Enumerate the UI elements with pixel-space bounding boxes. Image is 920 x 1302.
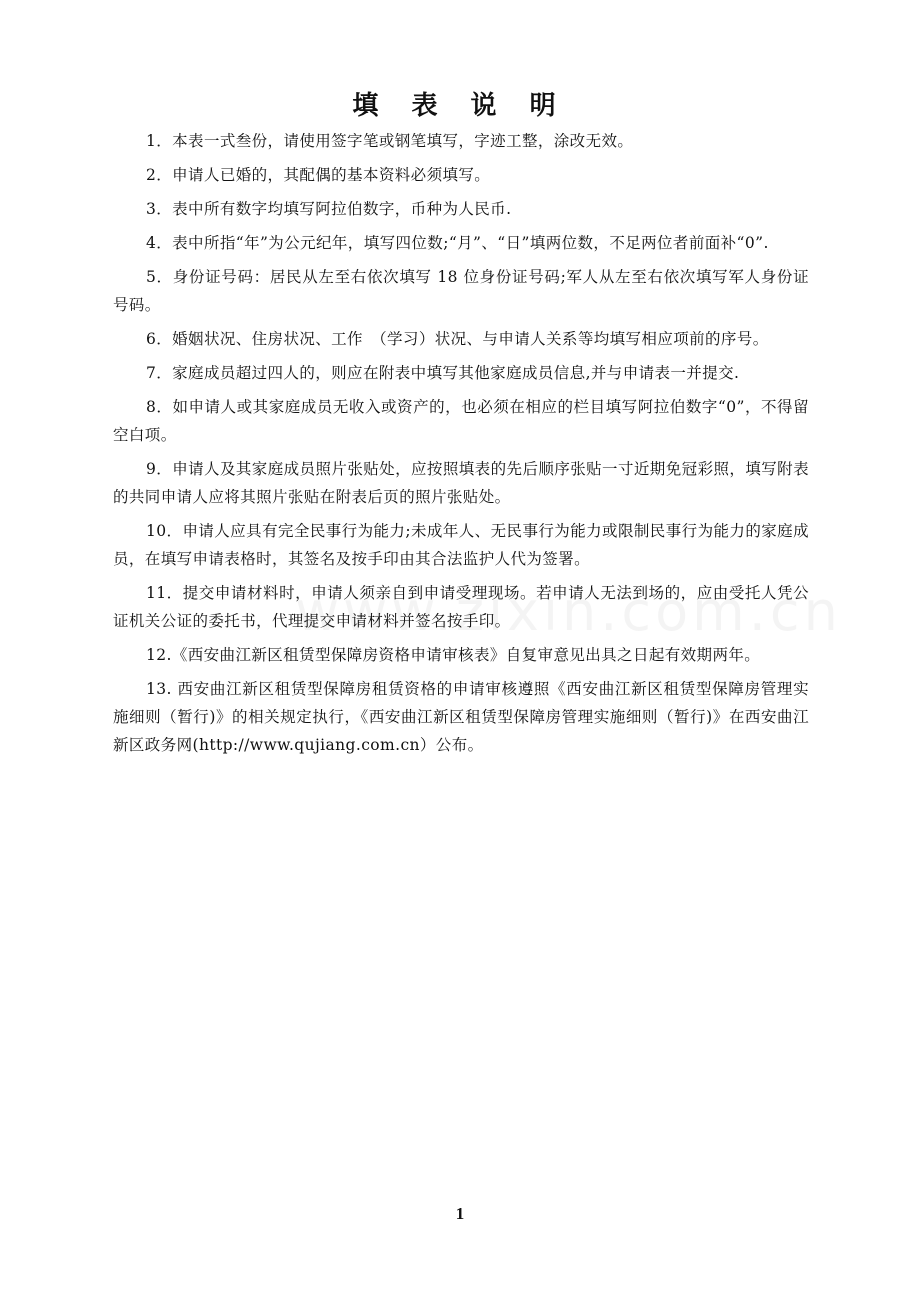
page-number: 1 <box>455 1204 465 1223</box>
instruction-item: 2．申请人已婚的，其配偶的基本资料必须填写。 <box>146 166 491 184</box>
instruction-item: 5．身份证号码：居民从左至右依次填写 18 位身份证号码;军人从左至右依次填写军人身份证号码。 <box>113 268 809 314</box>
instruction-item: 6．婚姻状况、住房状况、工作 （学习）状况、与申请人关系等均填写相应项前的序号。 <box>146 330 769 348</box>
instruction-item: 9．申请人及其家庭成员照片张贴处，应按照填表的先后顺序张贴一寸近期免冠彩照，填写附表的共同申请人应将其照片张贴在附表后页的照片张贴处。 <box>113 460 809 506</box>
instruction-item: 10．申请人应具有完全民事行为能力;未成年人、无民事行为能力或限制民事行为能力的家庭成员，在填写申请表格时，其签名及按手印由其合法监护人代为签署。 <box>113 522 809 568</box>
instruction-item: 11．提交申请材料时，申请人须亲自到申请受理现场。若申请人无法到场的，应由受托人凭公证机关公证的委托书，代理提交申请材料并签名按手印。 <box>113 584 809 630</box>
instruction-item: 1．本表一式叁份，请使用签字笔或钢笔填写，字迹工整，涂改无效。 <box>146 132 634 150</box>
instruction-item: 7．家庭成员超过四人的，则应在附表中填写其他家庭成员信息,并与申请表一并提交. <box>146 364 740 382</box>
instruction-item: 12.《西安曲江新区租赁型保障房资格申请审核表》自复审意见出具之日起有效期两年。 <box>146 646 761 664</box>
page-title: 填 表 说 明 <box>352 91 568 121</box>
instruction-item: 3．表中所有数字均填写阿拉伯数字，币种为人民币. <box>146 200 512 218</box>
instructions-list <box>113 127 809 765</box>
instruction-item: 8．如申请人或其家庭成员无收入或资产的，也必须在相应的栏目填写阿拉伯数字“0”，不得留空白项。 <box>113 398 809 444</box>
instruction-item: 4．表中所指“年”为公元纪年，填写四位数;“月”、“日”填两位数，不足两位者前面补“0”. <box>146 234 769 252</box>
instruction-item: 13. 西安曲江新区租赁型保障房租赁资格的申请审核遵照《西安曲江新区租赁型保障房管理实施细则（暂行)》的相关规定执行，《西安曲江新区租赁型保障房管理实施细则（暂行)》在西安曲江新区政务网(http://www.qujiang.com.cn）公布。 <box>113 680 809 754</box>
